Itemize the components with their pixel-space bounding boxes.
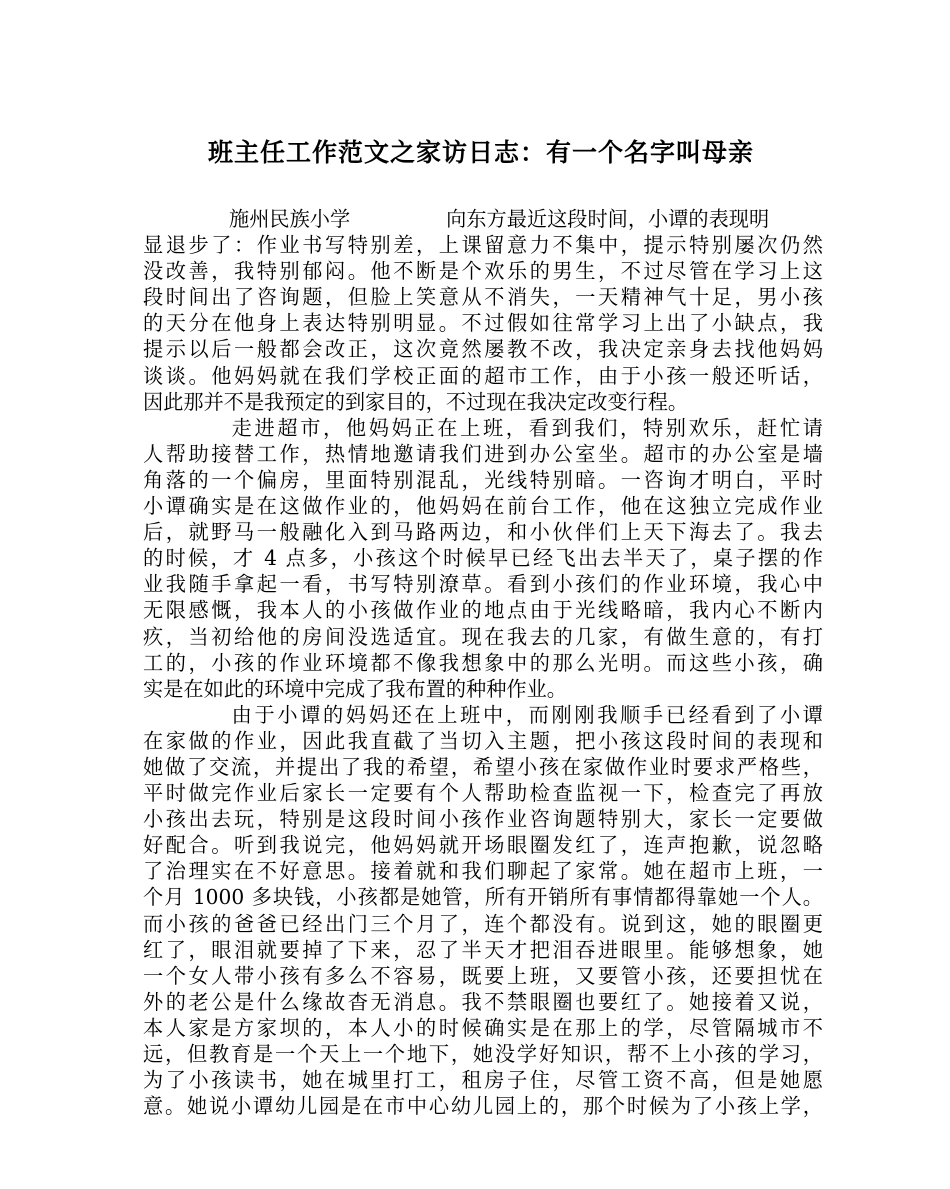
paragraph-3	[143, 702, 823, 1120]
school-name: 施州民族小学	[229, 207, 351, 231]
paragraph-2	[143, 415, 823, 702]
paragraph-line: 后，就野马一般融化入到马路两边，和小伙伴们上天下海去了。我去	[143, 520, 823, 545]
paragraph-line: 工的，小孩的作业环境都不像我想象中的那么光明。而这些小孩，确	[143, 650, 823, 675]
document-title: 班主任工作范文之家访日志：有一个名字叫母亲	[207, 138, 754, 167]
paragraph-line: 业我随手拿起一看，书写特别潦草。看到小孩们的作业环境，我心中	[143, 572, 823, 597]
paragraph-line	[143, 702, 823, 728]
paragraph-text: 最近这段时间，小谭的表现明	[506, 207, 770, 231]
paragraph-line: 谈谈。他妈妈就在我们学校正面的超市工作，由于小孩一般还听话，	[143, 363, 823, 388]
paragraph-line: 为了小孩读书，她在城里打工，租房子住，尽管工资不高，但是她愿	[143, 1068, 823, 1093]
paragraph-line: 意。她说小谭幼儿园是在市中心幼儿园上的，那个时候为了小孩上学，	[143, 1094, 823, 1119]
paragraph-line: 个月 1000 多块钱，小孩都是她管，所有开销所有事情都得靠她一个人。	[143, 885, 823, 910]
paragraph-line: 小孩出去玩，特别是这段时间小孩作业咨询题特别大，家长一定要做	[143, 807, 823, 832]
author-name: 向东方	[446, 207, 507, 231]
paragraph-line: 本人家是方家坝的，本人小的时候确实是在那上的学，尽管隔城市不	[143, 1015, 823, 1040]
paragraph-line: 段时间出了咨询题，但脸上笑意从不消失，一天精神气十足，男小孩	[143, 285, 823, 310]
paragraph-line: 没改善，我特别郁闷。他不断是个欢乐的男生，不过尽管在学习上这	[143, 259, 823, 284]
paragraph-line: 无限感慨，我本人的小孩做作业的地点由于光线略暗，我内心不断内	[143, 598, 823, 623]
paragraph-line: 了治理实在不好意思。接着就和我们聊起了家常。她在超市上班，一	[143, 859, 823, 884]
paragraph-line	[143, 415, 823, 441]
paragraph-line: 好配合。听到我说完，他妈妈就开场眼圈发红了，连声抱歉，说忽略	[143, 833, 823, 858]
paragraph-line: 实是在如此的环境中完成了我布置的种种作业。	[143, 676, 567, 701]
paragraph-line: 红了，眼泪就要掉了下来，忍了半天才把泪吞进眼里。能够想象，她	[143, 937, 823, 962]
paragraph-line: 的时候，才 4 点多，小孩这个时候早已经飞出去半天了，桌子摆的作	[143, 546, 823, 571]
paragraph-line: 远，但教育是一个天上一个地下，她没学好知识，帮不上小孩的学习，	[143, 1042, 823, 1066]
paragraph-line: 小谭确实是在这做作业的，他妈妈在前台工作，他在这独立完成作业	[143, 494, 823, 519]
paragraph-line: 人帮助接替工作，热情地邀请我们进到办公室坐。超市的办公室是墙	[143, 441, 823, 466]
paragraph-line: 外的老公是什么缘故杳无消息。我不禁眼圈也要红了。她接着又说，	[143, 989, 823, 1014]
paragraph-text: 由于小谭的妈妈还在上班中，而刚刚我顺手已经看到了小谭	[229, 702, 823, 727]
paragraph-line: 角落的一个偏房，里面特别混乱，光线特别暗。一咨询才明白，平时	[143, 467, 823, 492]
paragraph-line: 疚，当初给他的房间没选适宜。现在我去的几家，有做生意的，有打	[143, 624, 823, 649]
paragraph-line: 显退步了：作业书写特别差，上课留意力不集中，提示特别屡次仍然	[143, 233, 823, 258]
paragraph-line: 她做了交流，并提出了我的希望，希望小孩在家做作业时要求严格些，	[143, 754, 823, 779]
paragraph-text: 走进超市，他妈妈正在上班，看到我们，特别欢乐，赶忙请	[229, 415, 823, 440]
paragraph-line: 因此那并不是我预定的到家目的，不过现在我决定改变行程。	[143, 389, 689, 414]
document-body	[143, 206, 823, 1119]
paragraph-line: 而小孩的爸爸已经出门三个月了，连个都没有。说到这，她的眼圈更	[143, 911, 823, 936]
paragraph-line: 的天分在他身上表达特别明显。不过假如往常学习上出了小缺点，我	[143, 311, 823, 336]
paragraph-line: 在家做的作业，因此我直截了当切入主题，把小孩这段时间的表现和	[143, 728, 823, 753]
paragraph-line: 一个女人带小孩有多么不容易，既要上班，又要管小孩，还要担忧在	[143, 963, 823, 988]
paragraph-line: 平时做完作业后家长一定要有个人帮助检查监视一下，检查完了再放	[143, 781, 823, 806]
paragraph-line: 提示以后一般都会改正，这次竟然屡教不改，我决定亲身去找他妈妈	[143, 337, 823, 362]
paragraph-line	[143, 206, 823, 232]
paragraph-1	[143, 206, 823, 415]
